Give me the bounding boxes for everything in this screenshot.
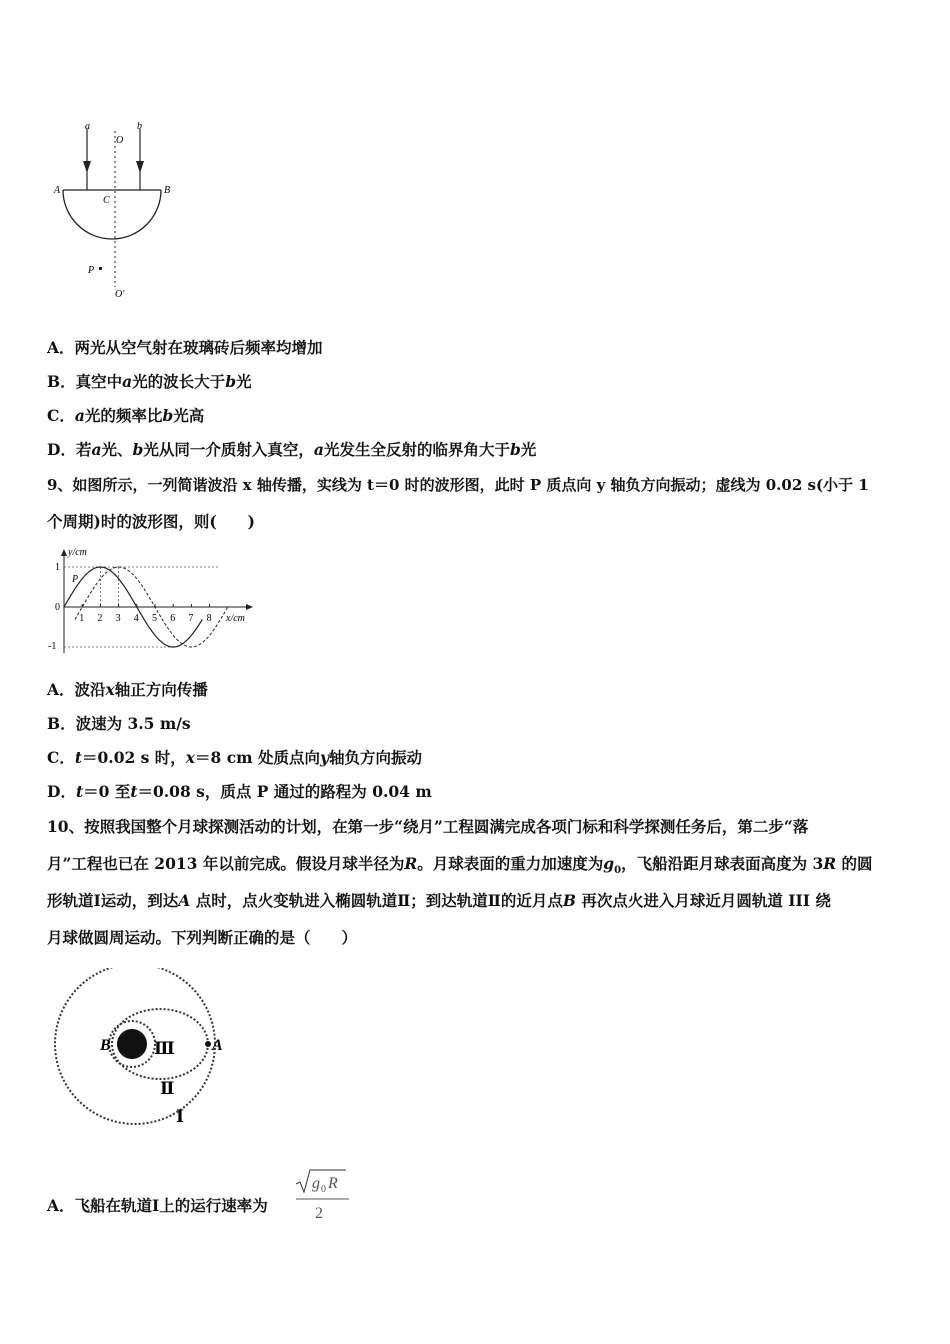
label-A: A [54, 185, 61, 196]
q9-stem-line2: 个周期)时的波形图，则( ) [47, 512, 256, 531]
point-P [99, 267, 102, 270]
x-tick-7: 7 [188, 613, 194, 624]
label-P: P [88, 265, 95, 276]
formula-R: R [328, 1175, 338, 1192]
q8-option-a: A．两光从空气射在玻璃砖后频率均增加 [47, 338, 323, 357]
q8-option-c: C．a光的频率比b光高 [47, 406, 205, 425]
q10-stem-line1: 10、按照我国整个月球探测活动的计划，在第一步“绕月”工程圆满完成各项门标和科学探测任务后，第二步“落 [47, 817, 809, 836]
y-tick-neg1: -1 [48, 641, 57, 652]
label-III: Ⅲ [154, 1039, 175, 1058]
label-a: a [85, 121, 90, 132]
label-B: B [100, 1037, 111, 1054]
label-C: C [103, 195, 110, 206]
label-Oprime: O' [115, 289, 125, 300]
x-tick-8: 8 [206, 613, 212, 624]
formula-g: g [312, 1175, 320, 1192]
label-I: Ⅰ [176, 1107, 184, 1126]
x-tick-5: 5 [152, 613, 157, 624]
q9-option-b: B．波速为 3.5 m/s [47, 714, 191, 733]
point-P-label: P [72, 574, 79, 585]
x-tick-4: 4 [133, 613, 139, 624]
ray-a-arrow [83, 161, 91, 173]
ray-b-arrow [136, 161, 144, 173]
q9-stem-line1: 9、如图所示，一列简谐波沿 x 轴传播，实线为 t＝0 时的波形图，此时 P 质点向 y 轴负方向振动；虚线为 0.02 s(小于 1 [47, 476, 869, 494]
label-II: Ⅱ [160, 1079, 175, 1098]
label-O: O [116, 135, 124, 146]
x-axis-label: x/cm [226, 613, 245, 624]
x-tick-3: 3 [115, 613, 121, 624]
q9-option-d: D．t＝0 至t＝0.08 s，质点 P 通过的路程为 0.04 m [47, 782, 432, 801]
q10-stem-line2: 月”工程也已在 2013 年以前完成。假设月球半径为R。月球表面的重力加速度为$g_0$，飞船沿距月球表面高度为 3R 的圆 [47, 854, 873, 877]
orbit-figure [50, 968, 240, 1128]
moon [117, 1029, 147, 1059]
q8-option-b: B．真空中a光的波长大于b光 [47, 372, 252, 391]
x-tick-6: 6 [170, 613, 176, 624]
y-tick-1: 1 [55, 562, 60, 573]
q10-stem-line4: 月球做圆周运动。下列判断正确的是（ ） [47, 928, 358, 947]
point-A [205, 1041, 211, 1047]
y-tick-0: 0 [55, 602, 60, 613]
wave-chart [46, 545, 266, 660]
q10-stem-line3: 形轨道Ⅰ运动，到达A 点时，点火变轨进入椭圆轨道Ⅱ；到达轨道Ⅱ的近月点B 再次点火进入月球近月圆轨道 III 绕 [47, 891, 831, 910]
x-tick-1: 1 [79, 613, 85, 624]
q8-option-d: D．若a光、b光从同一介质射入真空，a光发生全反射的临界角大于b光 [47, 440, 537, 459]
q9-option-a: A．波沿x轴正方向传播 [47, 680, 208, 699]
x-tick-2: 2 [97, 613, 103, 624]
label-b: b [137, 121, 142, 132]
q10-option-a-formula [294, 1168, 354, 1224]
lens-arc [63, 190, 161, 239]
lens-figure [48, 115, 178, 305]
y-axis-label: y/cm [68, 547, 87, 558]
q10-option-a: A．飞船在轨道Ⅰ上的运行速率为 [47, 1196, 268, 1215]
q9-option-c: C．t＝0.02 s 时，x＝8 cm 处质点向y轴负方向振动 [47, 748, 422, 767]
label-A: A [212, 1037, 223, 1054]
label-B: B [164, 185, 171, 196]
formula-denominator: 2 [315, 1205, 323, 1222]
x-axis-arrow [246, 604, 253, 610]
y-axis-arrow [61, 549, 67, 556]
formula-sub-0: 0 [321, 1184, 326, 1195]
